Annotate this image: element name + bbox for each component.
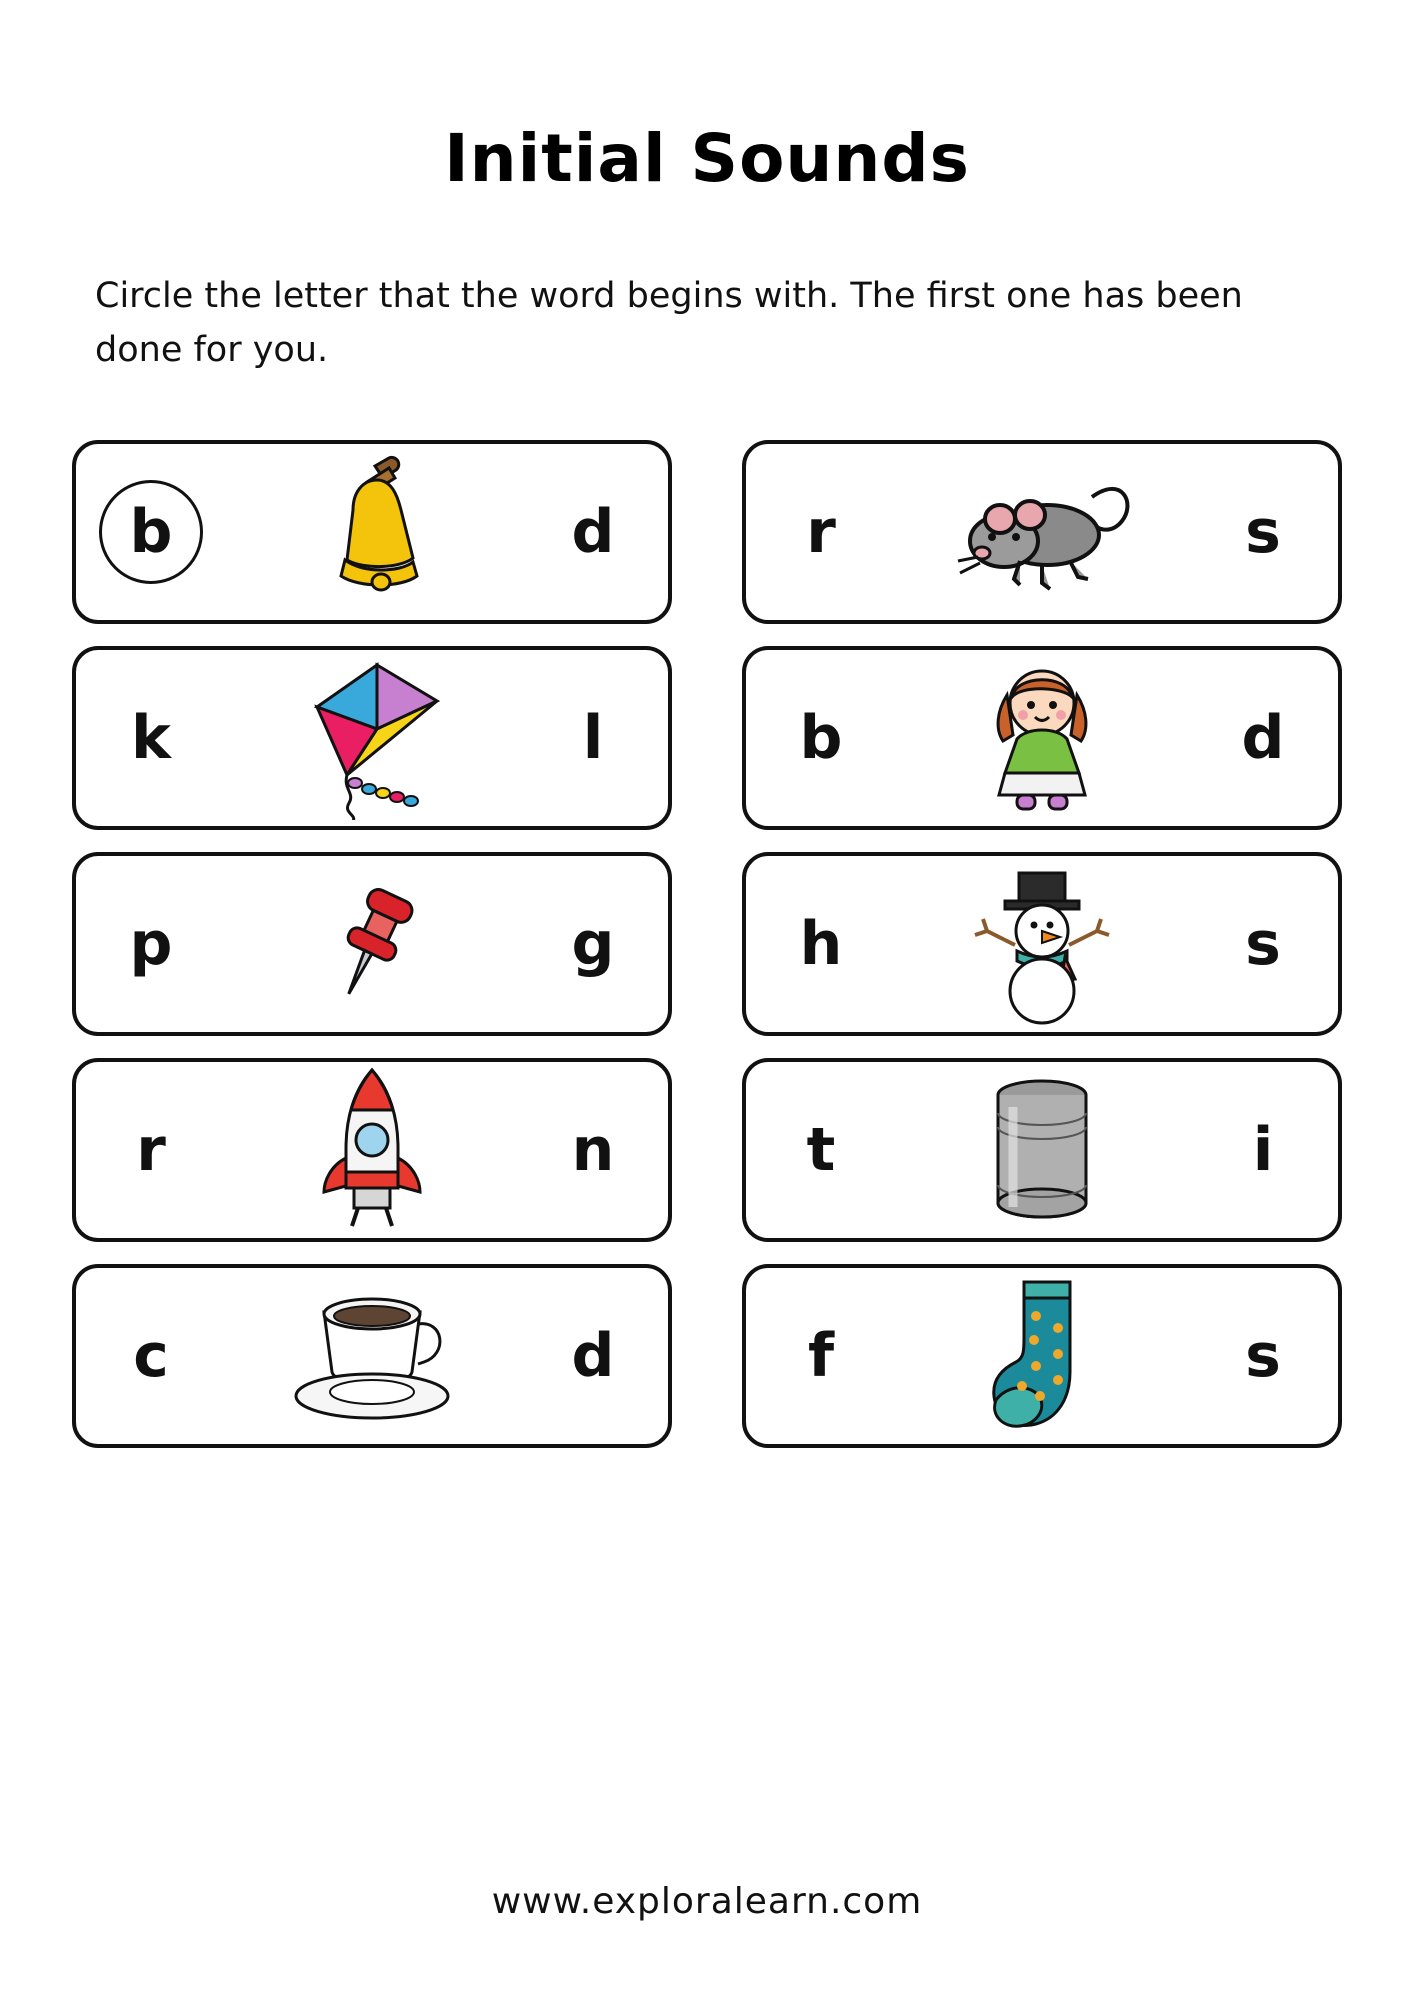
letter-option-left[interactable] <box>746 702 896 773</box>
letter-option-left-label: k <box>131 702 171 773</box>
question-grid <box>52 378 1362 1448</box>
rat-icon <box>896 444 1188 620</box>
letter-option-left-label: t <box>806 1114 836 1185</box>
kite-icon <box>226 650 518 826</box>
letter-option-left-label: p <box>129 908 173 979</box>
letter-option-right-label: s <box>1245 496 1281 567</box>
letter-option-right-label: d <box>571 1320 615 1391</box>
question-card[interactable] <box>72 1058 672 1242</box>
letter-option-left[interactable] <box>76 1320 226 1391</box>
letter-option-left[interactable] <box>76 702 226 773</box>
letter-option-left[interactable] <box>76 496 226 567</box>
sock-icon <box>896 1268 1188 1444</box>
pin-icon <box>226 856 518 1032</box>
question-card[interactable] <box>72 852 672 1036</box>
letter-option-right-label: i <box>1252 1114 1274 1185</box>
letter-option-left-label: f <box>807 1320 835 1391</box>
letter-option-right[interactable] <box>518 702 668 773</box>
letter-option-left-label: c <box>133 1320 169 1391</box>
tin-can-icon <box>896 1062 1188 1238</box>
letter-option-right[interactable] <box>518 496 668 567</box>
page-title: Initial Sounds <box>444 120 970 197</box>
rocket-icon <box>226 1062 518 1238</box>
letter-option-left-label: b <box>799 702 843 773</box>
letter-option-left-label: r <box>806 496 836 567</box>
letter-option-right[interactable] <box>518 1320 668 1391</box>
letter-option-left[interactable] <box>746 1114 896 1185</box>
letter-option-right[interactable] <box>1188 1114 1338 1185</box>
letter-option-right[interactable] <box>1188 908 1338 979</box>
question-card[interactable] <box>742 1264 1342 1448</box>
letter-option-right[interactable] <box>1188 1320 1338 1391</box>
question-card[interactable] <box>742 852 1342 1036</box>
question-card[interactable] <box>742 440 1342 624</box>
doll-icon <box>896 650 1188 826</box>
footer-website: www.exploralearn.com <box>491 1881 923 1922</box>
letter-option-left[interactable] <box>746 908 896 979</box>
letter-option-right-label: n <box>571 1114 615 1185</box>
instructions-text: Circle the letter that the word begins with. The first one has been done for you. <box>95 276 1243 371</box>
letter-option-left-label: b <box>129 496 173 567</box>
letter-option-right-label: s <box>1245 1320 1281 1391</box>
letter-option-right-label: l <box>582 702 604 773</box>
question-card[interactable] <box>72 1264 672 1448</box>
question-card[interactable] <box>742 1058 1342 1242</box>
question-card[interactable] <box>72 646 672 830</box>
letter-option-right[interactable] <box>518 1114 668 1185</box>
letter-option-left[interactable] <box>76 908 226 979</box>
bell-icon <box>226 444 518 620</box>
letter-option-left[interactable] <box>746 1320 896 1391</box>
letter-option-right-label: d <box>571 496 615 567</box>
question-card[interactable] <box>742 646 1342 830</box>
cup-icon <box>226 1268 518 1444</box>
question-card[interactable] <box>72 440 672 624</box>
letter-option-right[interactable] <box>518 908 668 979</box>
letter-option-right-label: g <box>571 908 615 979</box>
letter-option-right-label: d <box>1241 702 1285 773</box>
letter-option-left[interactable] <box>746 496 896 567</box>
letter-option-left-label: h <box>799 908 843 979</box>
letter-option-right[interactable] <box>1188 496 1338 567</box>
letter-option-right-label: s <box>1245 908 1281 979</box>
snowman-icon <box>896 856 1188 1032</box>
letter-option-left[interactable] <box>76 1114 226 1185</box>
letter-option-left-label: r <box>136 1114 166 1185</box>
letter-option-right[interactable] <box>1188 702 1338 773</box>
